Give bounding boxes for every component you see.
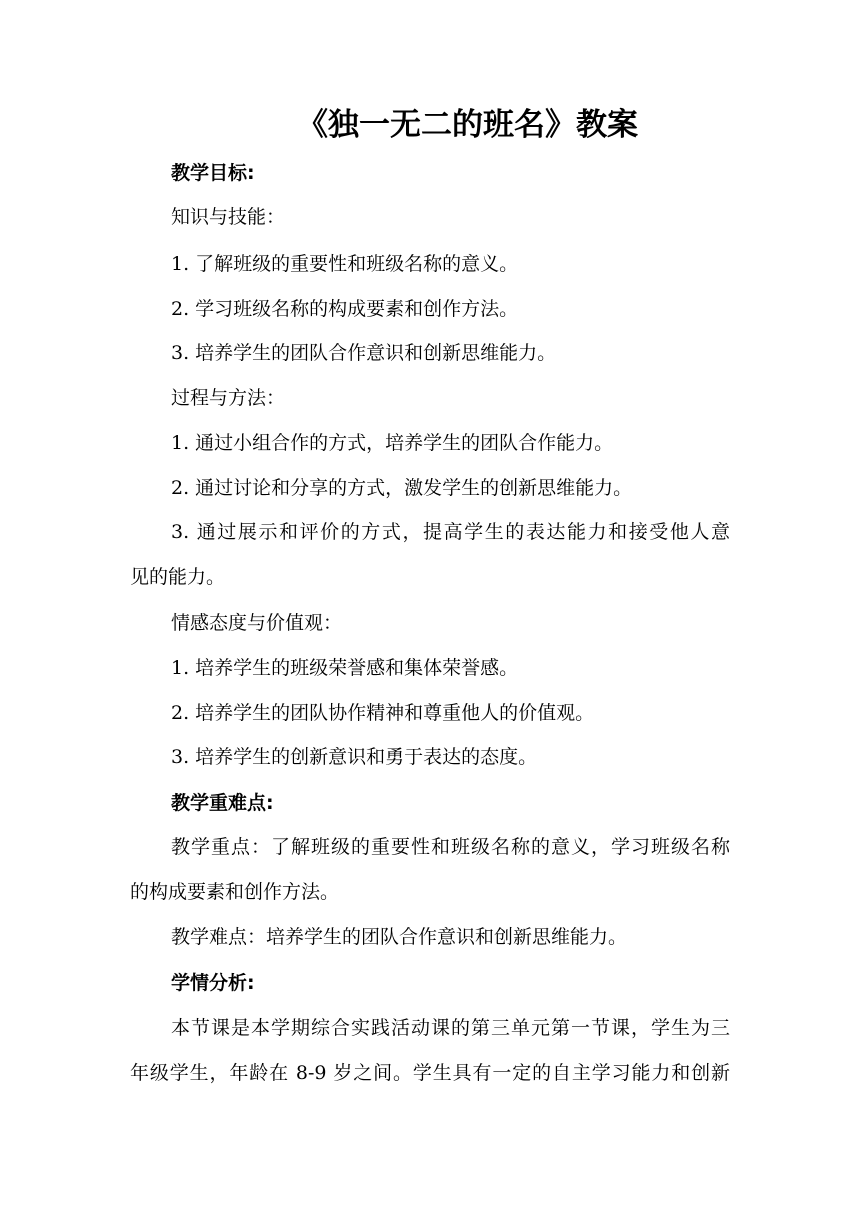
key-point-line-1: 教学重点：了解班级的重要性和班级名称的意义，学习班级名称	[171, 836, 730, 858]
process-item-2: 2. 通过讨论和分享的方式，激发学生的创新思维能力。	[171, 477, 633, 499]
emotion-label: 情感态度与价值观：	[171, 612, 343, 634]
emotion-item-2: 2. 培养学生的团队协作精神和尊重他人的价值观。	[171, 702, 595, 724]
process-item-1: 1. 通过小组合作的方式，培养学生的团队合作能力。	[171, 432, 614, 454]
keypoints-heading: 教学重难点:	[171, 792, 274, 814]
document-title: 《独一无二的班名》教案	[297, 107, 638, 143]
analysis-heading: 学情分析:	[171, 972, 255, 994]
process-item-3-continued: 见的能力。	[130, 566, 226, 588]
knowledge-label: 知识与技能：	[171, 206, 286, 228]
key-point-line-2: 的构成要素和创作方法。	[130, 881, 340, 903]
emotion-item-1: 1. 培养学生的班级荣誉感和集体荣誉感。	[171, 657, 519, 679]
knowledge-item-1: 1. 了解班级的重要性和班级名称的意义。	[171, 253, 519, 275]
emotion-item-3: 3. 培养学生的创新意识和勇于表达的态度。	[171, 746, 538, 768]
knowledge-item-3: 3. 培养学生的团队合作意识和创新思维能力。	[171, 342, 557, 364]
process-label: 过程与方法：	[171, 387, 286, 409]
analysis-line-2: 年级学生，年龄在 8-9 岁之间。学生具有一定的自主学习能力和创新	[130, 1062, 730, 1084]
analysis-line-1: 本节课是本学期综合实践活动课的第三单元第一节课，学生为三	[171, 1017, 730, 1039]
difficulty-line: 教学难点：培养学生的团队合作意识和创新思维能力。	[171, 926, 628, 948]
process-item-3: 3. 通过展示和评价的方式，提高学生的表达能力和接受他人意	[171, 521, 730, 543]
knowledge-item-2: 2. 学习班级名称的构成要素和创作方法。	[171, 298, 519, 320]
objectives-heading: 教学目标:	[171, 162, 255, 184]
